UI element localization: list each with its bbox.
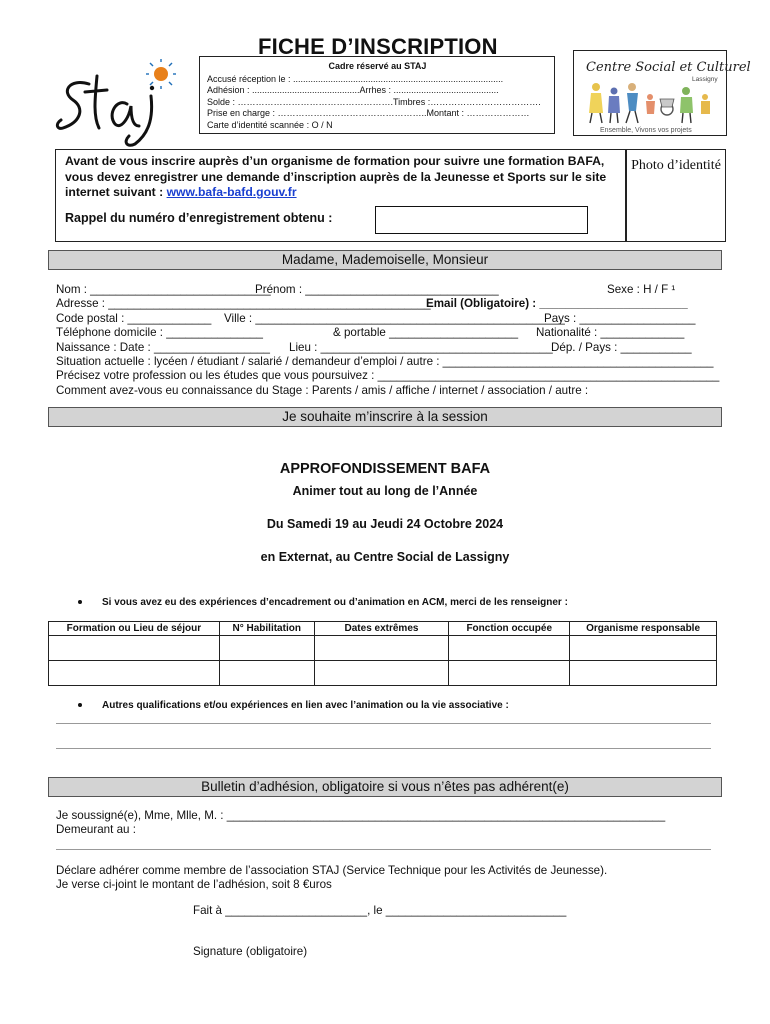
staj-logo xyxy=(55,58,190,148)
bullet-experiences-text: Si vous avez eu des expériences d’encadrement ou d’animation en ACM, merci de les renseigner : xyxy=(102,597,568,608)
staj-logo-text: Staj xyxy=(55,58,57,59)
reserved-adhesion: Adhésion : ...........................................Arrhes : .......................................... xyxy=(207,85,499,96)
bullet-qualifications xyxy=(78,700,509,711)
reserved-accuse: Accusé réception le : .................................................................................... xyxy=(207,73,504,84)
section-identity-bar: Madame, Mademoiselle, Monsieur xyxy=(48,250,722,270)
col-header-organisme: Organisme responsable xyxy=(570,622,717,636)
staj-reserved-box xyxy=(199,56,555,134)
table-cell[interactable] xyxy=(219,661,314,686)
demeurant-line[interactable] xyxy=(56,849,711,850)
connaissance-field[interactable]: Comment avez-vous eu connaissance du Stage : Parents / amis / affiche / internet / association / autre : xyxy=(56,383,589,397)
table-cell[interactable] xyxy=(49,636,220,661)
ville-field[interactable]: Ville : ________________________________________________ xyxy=(224,311,565,325)
table-cell[interactable] xyxy=(219,636,314,661)
table-cell[interactable] xyxy=(314,636,449,661)
montant-text: Je verse ci-joint le montant de l’adhésion, soit 8 €uros xyxy=(56,878,332,891)
logo-sun-icon xyxy=(154,67,168,81)
portable-field[interactable]: & portable ____________________ xyxy=(333,326,519,340)
telephone-field[interactable]: Téléphone domicile : _______________ xyxy=(56,326,263,340)
rappel-label: Rappel du numéro d’enregistrement obtenu : xyxy=(65,211,333,225)
photo-box: Photo d’identité xyxy=(626,149,726,242)
naissance-lieu-field[interactable]: Lieu : ____________________________________ xyxy=(289,340,553,354)
centre-social-logo-graphic xyxy=(574,51,751,135)
naissance-date-field[interactable]: Naissance : Date : __________________ xyxy=(56,340,271,354)
qualifications-line-2[interactable] xyxy=(56,748,711,749)
code-postal-field[interactable]: Code postal : _____________ xyxy=(56,311,212,325)
session-dates: Du Samedi 19 au Jeudi 24 Octobre 2024 xyxy=(266,517,504,531)
table-row xyxy=(49,661,717,686)
col-header-dates: Dates extrêmes xyxy=(314,622,449,636)
departement-pays-field[interactable]: Dép. / Pays : ___________ xyxy=(551,340,692,354)
staj-logo-graphic xyxy=(55,58,190,148)
section-adhesion-bar: Bulletin d’adhésion, obligatoire si vous n’êtes pas adhérent(e) xyxy=(48,777,722,797)
profession-field[interactable]: Précisez votre profession ou les études que vous poursuivez : _____________________________________________________ xyxy=(56,369,720,383)
email-field[interactable]: Email (Obligatoire) : _______________________ xyxy=(426,297,688,311)
bafa-website-link[interactable]: www.bafa-bafd.gouv.fr xyxy=(166,185,297,199)
reserved-prise-en-charge: Prise en charge : …………………………………………..Montant : ………………… xyxy=(207,108,530,119)
family-figures-icon xyxy=(589,83,710,123)
page-title: FICHE D’INSCRIPTION xyxy=(258,34,498,59)
section-session-bar: Je souhaite m’inscrire à la session xyxy=(48,407,722,427)
bullet-icon xyxy=(78,600,82,604)
pays-field[interactable]: Pays : __________________ xyxy=(544,311,696,325)
nom-field[interactable]: Nom : ____________________________ xyxy=(56,283,271,296)
table-cell[interactable] xyxy=(449,636,570,661)
signature-label: Signature (obligatoire) xyxy=(193,945,308,958)
reserved-heading: Cadre réservé au STAJ xyxy=(328,61,427,71)
bullet-qualifications-text: Autres qualifications et/ou expériences en lien avec l’animation ou la vie associative : xyxy=(102,700,509,711)
centre-social-logo xyxy=(573,50,751,136)
table-header-row xyxy=(49,622,717,636)
col-header-formation: Formation ou Lieu de séjour xyxy=(49,622,220,636)
info-text xyxy=(65,154,625,201)
sexe-field[interactable]: Sexe : H / F ¹ xyxy=(607,283,676,296)
csc-logo-title: Centre Social et Culturel xyxy=(586,60,751,75)
table-cell[interactable] xyxy=(49,661,220,686)
session-location: en Externat, au Centre Social de Lassigny xyxy=(260,550,510,564)
adresse-field[interactable]: Adresse : __________________________________________________ xyxy=(56,297,431,311)
table-row xyxy=(49,636,717,661)
session-name: APPROFONDISSEMENT BAFA xyxy=(279,461,491,477)
bullet-icon xyxy=(78,703,82,707)
session-subtitle: Animer tout au long de l’Année xyxy=(292,484,478,498)
csc-logo-lassigny: Lassigny xyxy=(692,76,718,83)
soussigne-field[interactable]: Je soussigné(e), Mme, Mlle, M. : ____________________________________________________________________ xyxy=(56,809,666,822)
table-cell[interactable] xyxy=(449,661,570,686)
bullet-experiences xyxy=(78,597,568,608)
col-header-fonction: Fonction occupée xyxy=(449,622,570,636)
csc-logo-tagline: Ensemble, Vivons vos projets xyxy=(600,127,692,134)
reserved-carte-identite: Carte d’identité scannée : O / N xyxy=(207,119,333,130)
registration-number-field[interactable] xyxy=(375,206,588,234)
prenom-field[interactable]: Prénom : ______________________________ xyxy=(255,283,499,296)
qualifications-line-1[interactable] xyxy=(56,723,711,724)
reserved-solde: Solde : …………………………………………….Timbres :………………………………. xyxy=(207,96,541,107)
table-cell[interactable] xyxy=(314,661,449,686)
nationalite-field[interactable]: Nationalité : _____________ xyxy=(536,326,685,340)
info-instructions: Avant de vous inscrire auprès d’un organisme de formation pour suivre une formation BAFA, vous devez enregistrer une demande d’inscription auprès de la Jeunesse et Sports sur le site internet suivant : xyxy=(65,154,607,199)
experience-table xyxy=(48,621,717,686)
col-header-habilitation: N° Habilitation xyxy=(219,622,314,636)
fait-a-field[interactable]: Fait à ______________________, le ____________________________ xyxy=(193,904,567,917)
situation-field[interactable]: Situation actuelle : lycéen / étudiant / salarié / demandeur d’emploi / autre : __________________________________________ xyxy=(56,354,714,368)
declaration-text: Déclare adhérer comme membre de l’association STAJ (Service Technique pour les Activités de Jeunesse). xyxy=(56,864,608,877)
table-cell[interactable] xyxy=(570,661,717,686)
identity-form xyxy=(56,283,720,398)
demeurant-label: Demeurant au : xyxy=(56,823,136,836)
table-cell[interactable] xyxy=(570,636,717,661)
